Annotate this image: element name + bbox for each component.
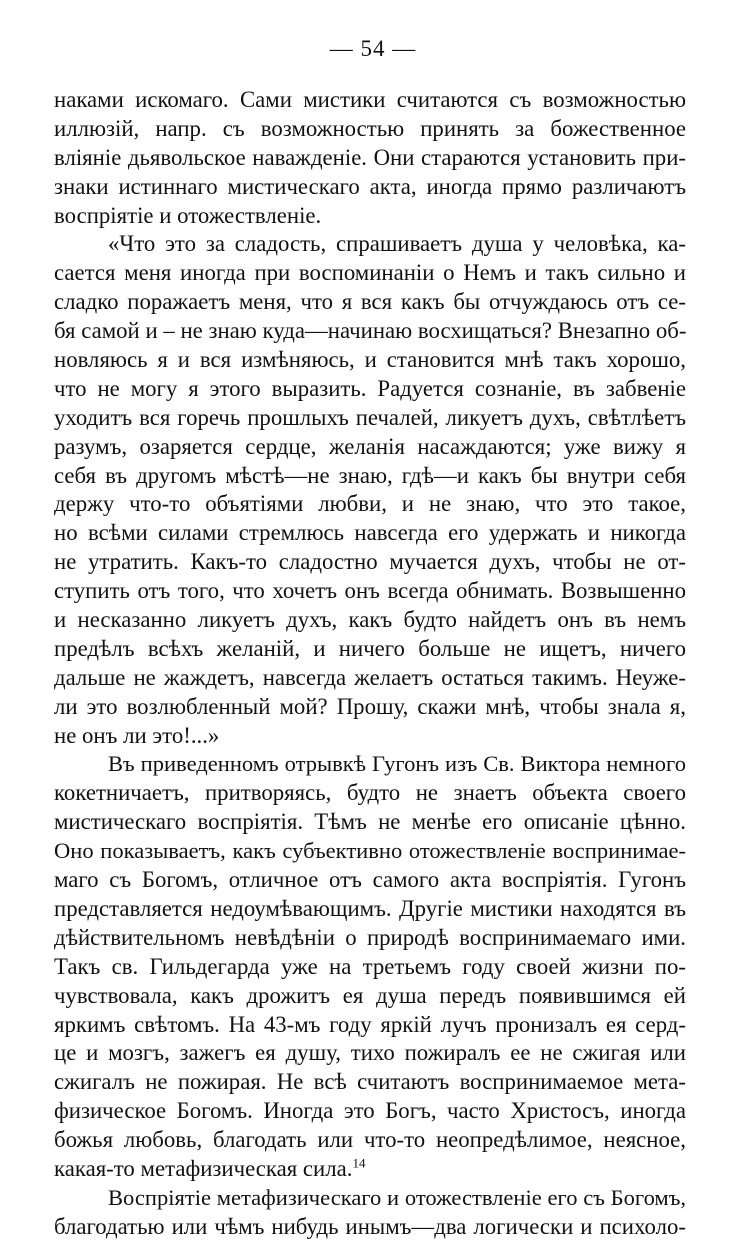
text-line: маго съ Богомъ, отличное отъ самого акта воспріятія. Гугонъ [54, 867, 686, 893]
text-line: бя самой и – не знаю куда—начинаю восхищаться? Внезапно об- [54, 318, 686, 344]
text-line: не онъ ли это!...» [54, 722, 220, 748]
text-line: сается меня иногда при воспоминаніи о Немъ и такъ сильно и [54, 260, 686, 286]
text-line: божья любовь, благодать или что-то неопредѣлимое, неясное, [54, 1127, 686, 1153]
paragraph-3 [54, 750, 686, 1183]
text-line: ли это возлюбленный мой? Прошу, скажи мнѣ, чтобы знала я, [54, 693, 686, 719]
text-line: новляюсь я и вся измѣняюсь, и становится мнѣ такъ хорошо, [54, 347, 686, 373]
text-line: иллюзій, напр. съ возможностью принять за божественное [54, 115, 686, 141]
text-line-content: какая-то метафизическая сила. [54, 1155, 353, 1181]
text-line: воспріятіе и отожествленіе. [54, 202, 322, 228]
text-line: ступить отъ того, что хочетъ онъ всегда обнимать. Возвышенно [54, 578, 686, 604]
text-line: яркимъ свѣтомъ. На 43-мъ году яркій лучъ пронизалъ ея серд- [54, 1011, 686, 1037]
text-line: благодатью или чѣмъ нибудь инымъ—два логически и психоло- [54, 1213, 686, 1239]
text-line: «Что это за сладость, спрашиваетъ душа у человѣка, ка- [108, 231, 686, 257]
text-line: дальше не жаждетъ, навсегда желаетъ остаться такимъ. Неуже- [54, 664, 686, 690]
text-line: представляется недоумѣвающимъ. Другіе мистики находятся въ [54, 895, 686, 921]
text-line: уходитъ вся горечь прошлыхъ печалей, ликуетъ духъ, свѣтлѣетъ [54, 404, 686, 430]
paragraph-4 [54, 1184, 686, 1242]
text-line: не утратить. Какъ-то сладостно мучается духъ, чтобы не от- [54, 549, 686, 575]
text-line: разумъ, озаряется сердце, желанія насаждаются; уже вижу я [54, 433, 686, 459]
text-line: и несказанно ликуетъ духъ, какъ будто найдетъ онъ въ немъ [54, 607, 686, 633]
text-line: Въ приведенномъ отрывкѣ Гугонъ изъ Св. Виктора немного [108, 751, 686, 777]
body-text [54, 86, 686, 1242]
text-line: предѣлъ всѣхъ желаній, и ничего больше не ищетъ, ничего [54, 635, 686, 661]
text-line: Воспріятіе метафизическаго и отожествленіе его съ Богомъ, [108, 1184, 686, 1210]
text-line: сладко поражаетъ меня, что я вся какъ бы отчуждаюсь отъ се- [54, 289, 686, 315]
paragraph-2-quote [54, 230, 686, 750]
text-line-last [54, 1155, 686, 1184]
text-line: но всѣми силами стремлюсь навсегда его удержать и никогда [54, 520, 686, 546]
text-line: что не могу я этого выразить. Радуется сознаніе, въ забвеніе [54, 375, 686, 401]
text-line: наками искомаго. Сами мистики считаются съ возможностью [54, 87, 686, 112]
text-line: це и мозгъ, зажегъ ея душу, тихо пожиралъ ее не сжигая или [54, 1040, 686, 1066]
page-number: — 54 — [329, 36, 417, 61]
text-line: физическое Богомъ. Иногда это Богъ, часто Христосъ, иногда [54, 1098, 686, 1124]
text-line: Такъ св. Гильдегарда уже на третьемъ году своей жизни по- [54, 953, 686, 979]
text-line: вліяніе дьявольское наважденіе. Они стараются установить при- [54, 144, 686, 170]
text-line: кокетничаетъ, притворяясь, будто не знаетъ объекта своего [54, 780, 686, 806]
footnote-reference[interactable]: 14 [352, 1155, 366, 1171]
text-line: Оно показываетъ, какъ субъективно отожествленіе воспринимае- [54, 838, 686, 864]
text-line: себя въ другомъ мѣстѣ—не знаю, гдѣ—и какъ бы внутри себя [54, 462, 686, 488]
text-line: сжигалъ не пожирая. Не всѣ считаютъ воспринимаемое мета- [54, 1069, 686, 1095]
text-line: знаки истиннаго мистическаго акта, иногда прямо различаютъ [54, 173, 686, 199]
paragraph-1 [54, 86, 686, 230]
text-line: держу что-то объятіями любви, и не знаю, что это такое, [54, 491, 686, 517]
text-line: мистическаго воспріятія. Тѣмъ не менѣе его описаніе цѣнно. [54, 809, 686, 835]
text-line: дѣйствительномъ невѣдѣніи о природѣ воспринимаемаго ими. [54, 924, 686, 950]
text-line: чувствовала, какъ дрожитъ ея душа передъ появившимся ей [54, 982, 686, 1008]
